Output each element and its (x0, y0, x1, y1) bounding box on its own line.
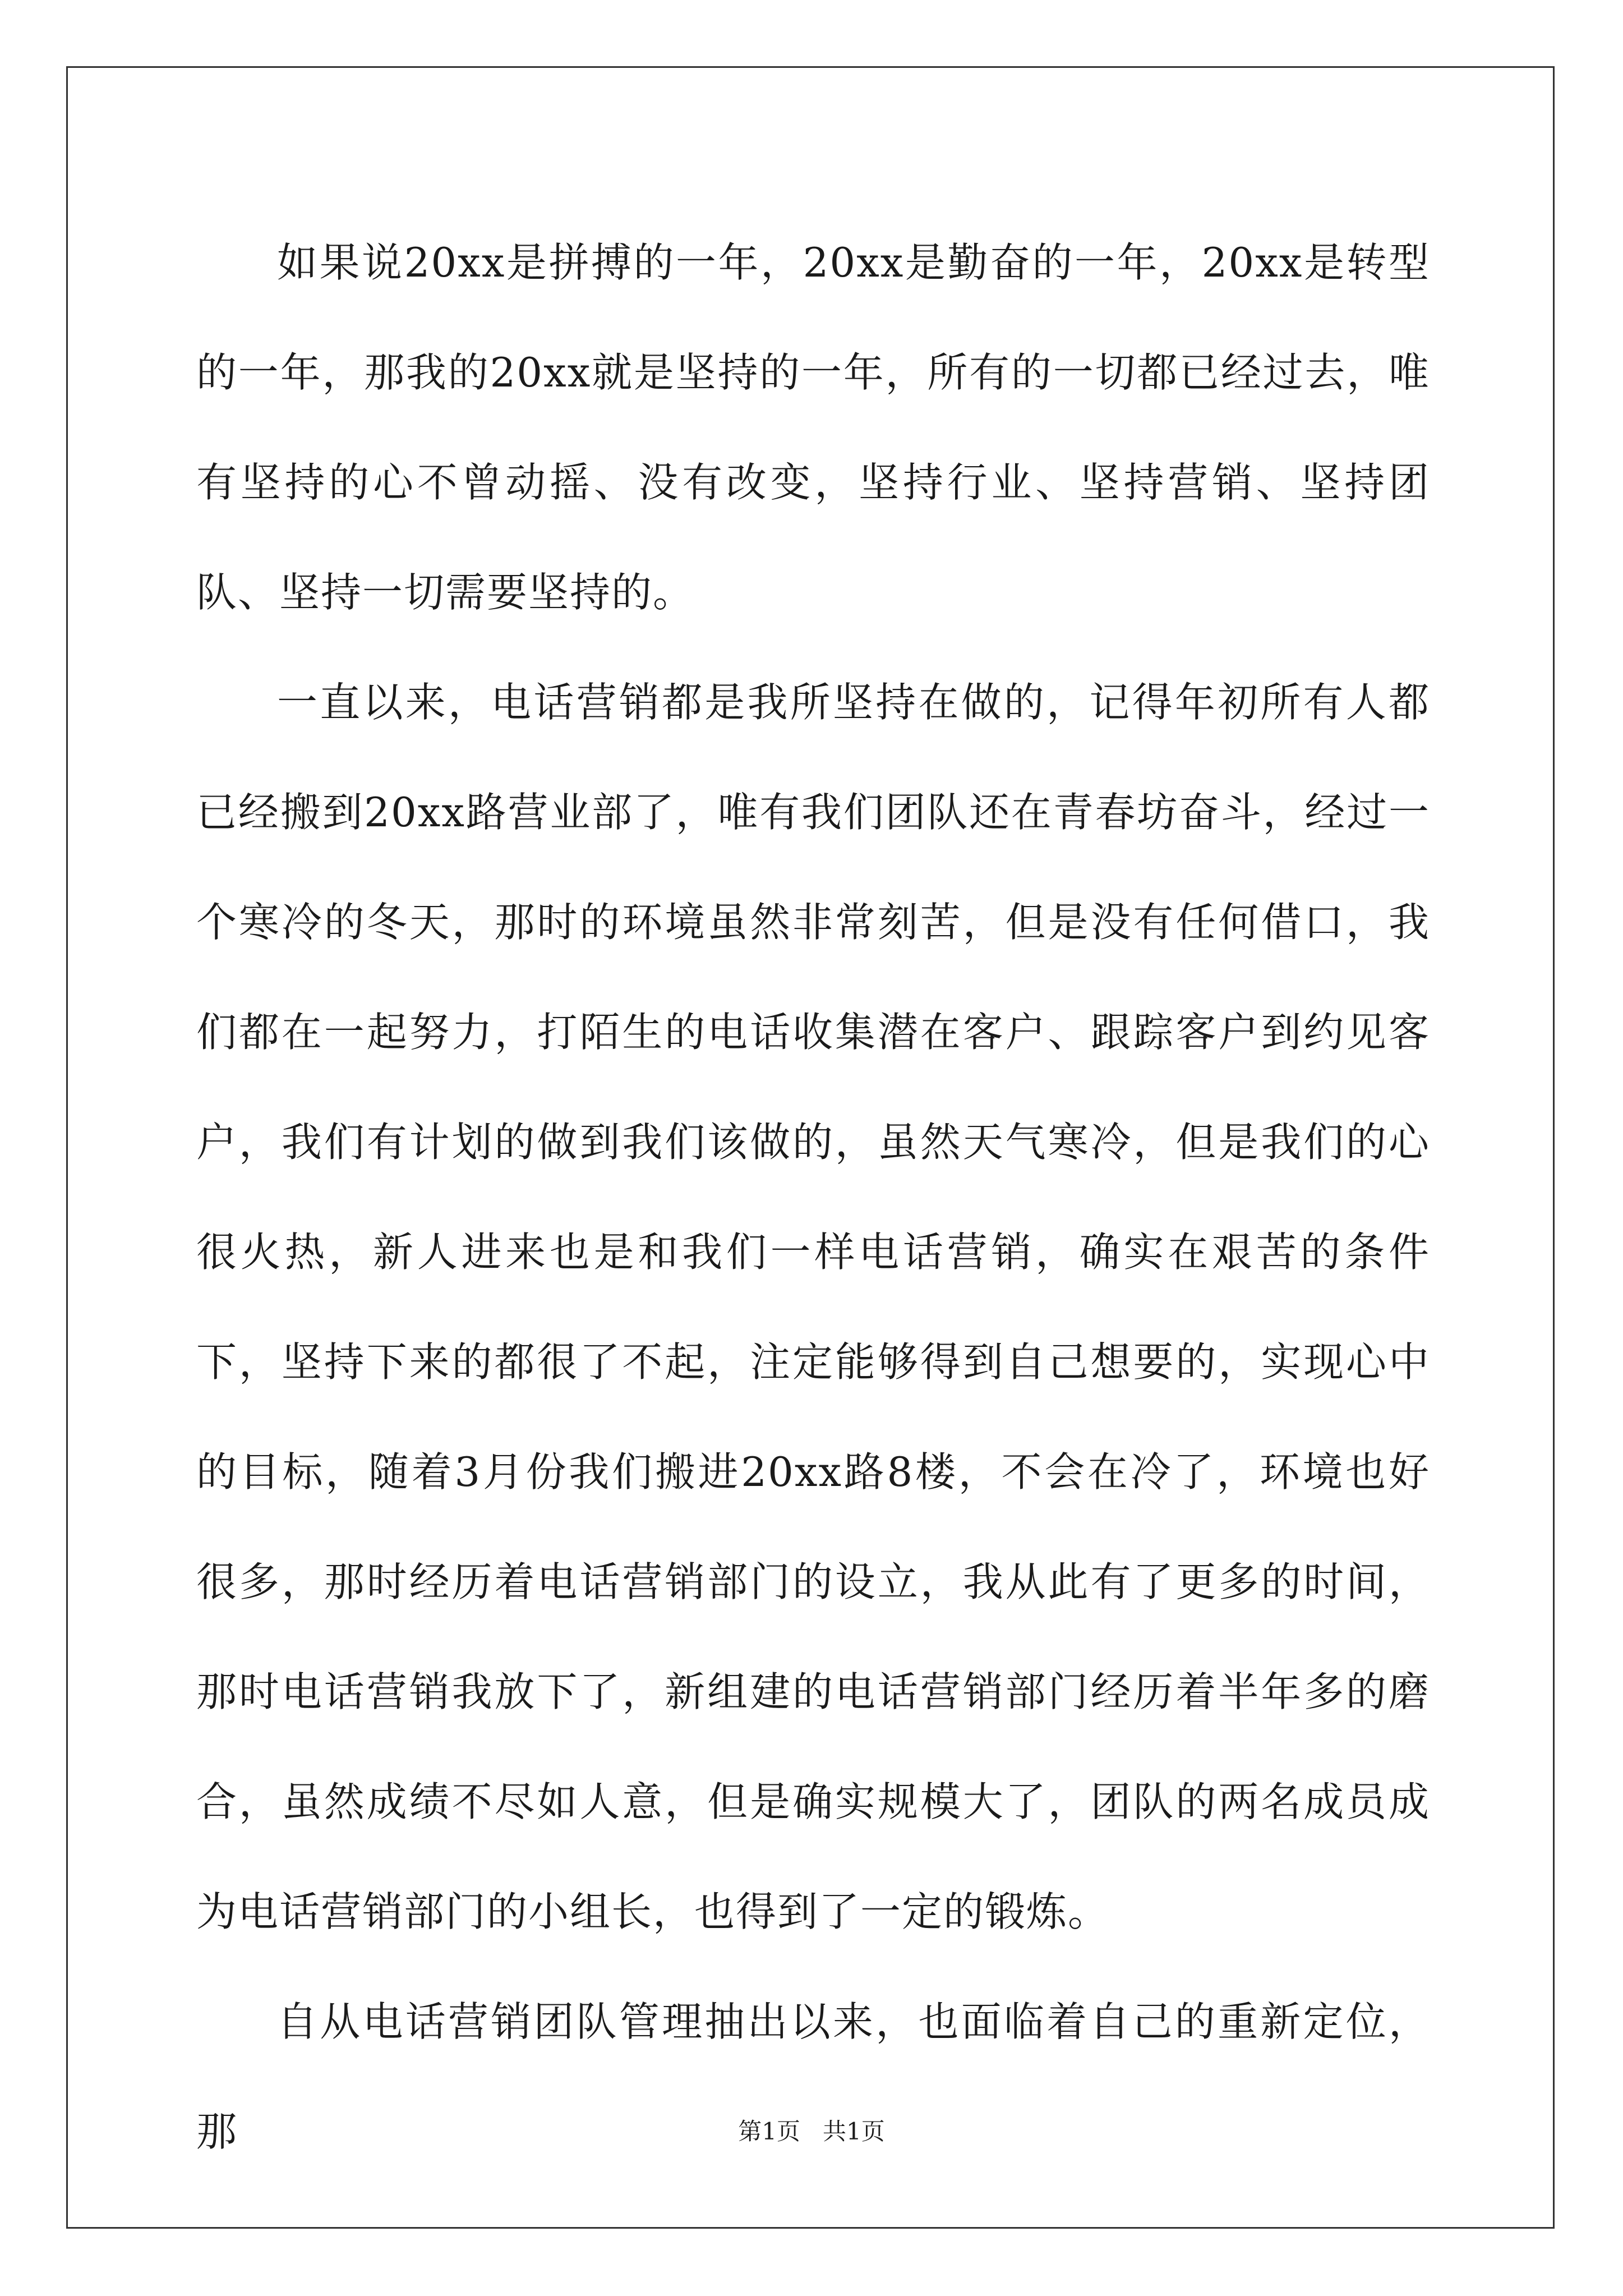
paragraph-1: 如果说20xx是拼搏的一年，20xx是勤奋的一年，20xx是转型的一年，那我的20xx就是坚持的一年，所有的一切都已经过去，唯有坚持的心不曾动摇、没有改变，坚持行业、坚持营销、坚持团队、坚持一切需要坚持的。 (196, 239, 1430, 616)
paragraph-3: 自从电话营销团队管理抽出以来，也面临着自己的重新定位，那 (196, 1998, 1430, 2155)
page-number: 第1页 (738, 2118, 800, 2145)
document-body (196, 208, 1430, 2187)
page-footer (0, 2115, 1623, 2148)
paragraph-2: 一直以来，电话营销都是我所坚持在做的，记得年初所有人都已经搬到20xx路营业部了，唯有我们团队还在青春坊奋斗，经过一个寒冷的冬天，那时的环境虽然非常刻苦，但是没有任何借口，我们都在一起努力，打陌生的电话收集潜在客户、跟踪客户到约见客户，我们有计划的做到我们该做的，虽然天气寒冷，但是我们的心很火热，新人进来也是和我们一样电话营销，确实在艰苦的条件下，坚持下来的都很了不起，注定能够得到自己想要的，实现心中的目标，随着3月份我们搬进20xx路8楼，不会在冷了，环境也好很多，那时经历着电话营销部门的设立，我从此有了更多的时间，那时电话营销我放下了，新组建的电话营销部门经历着半年多的磨合，虽然成绩不尽如人意，但是确实规模大了，团队的两名成员成为电话营销部门的小组长，也得到了一定的锻炼。 (196, 679, 1430, 1935)
page-total: 共1页 (823, 2118, 885, 2145)
